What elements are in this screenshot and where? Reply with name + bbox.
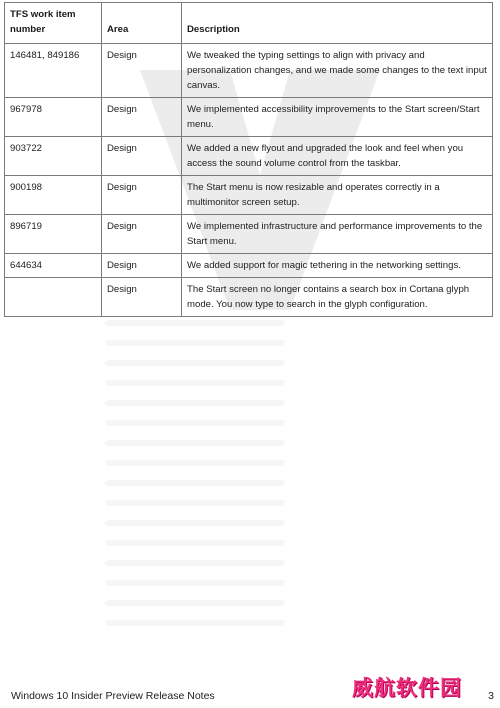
table-row (5, 44, 493, 98)
cell-description: The Start screen no longer contains a search box in Cortana glyph mode. You now type to search in the glyph configuration. (182, 278, 493, 317)
header-description: Description (182, 3, 493, 44)
footer-page-number: 3 (488, 690, 494, 702)
table-row (5, 176, 493, 215)
table-row (5, 215, 493, 254)
cell-tfs-number: 900198 (5, 176, 102, 215)
cell-area: Design (102, 278, 182, 317)
site-watermark-stamp: 威航软件园 (352, 675, 462, 700)
cell-tfs-number: 644634 (5, 254, 102, 278)
footer-document-title: Windows 10 Insider Preview Release Notes (11, 690, 215, 702)
cell-description: We added support for magic tethering in the networking settings. (182, 254, 493, 278)
cell-area: Design (102, 176, 182, 215)
cell-description: We tweaked the typing settings to align with privacy and personalization changes, and we made some changes to the text input canvas. (182, 44, 493, 98)
cell-tfs-number: 967978 (5, 98, 102, 137)
header-tfs-number: TFS work item number (5, 3, 102, 44)
bleed-through-text (0, 320, 500, 660)
cell-tfs-number: 896719 (5, 215, 102, 254)
cell-area: Design (102, 254, 182, 278)
table-row (5, 98, 493, 137)
table-row (5, 278, 493, 317)
table-row (5, 254, 493, 278)
cell-tfs-number (5, 278, 102, 317)
cell-area: Design (102, 44, 182, 98)
cell-description: We implemented accessibility improvements to the Start screen/Start menu. (182, 98, 493, 137)
release-notes-table (4, 2, 493, 317)
cell-tfs-number: 146481, 849186 (5, 44, 102, 98)
header-area: Area (102, 3, 182, 44)
cell-description: We implemented infrastructure and performance improvements to the Start menu. (182, 215, 493, 254)
cell-area: Design (102, 98, 182, 137)
table-header-row (5, 3, 493, 44)
cell-tfs-number: 903722 (5, 137, 102, 176)
cell-description: We added a new flyout and upgraded the look and feel when you access the sound volume control from the taskbar. (182, 137, 493, 176)
cell-description: The Start menu is now resizable and operates correctly in a multimonitor screen setup. (182, 176, 493, 215)
cell-area: Design (102, 137, 182, 176)
table-row (5, 137, 493, 176)
cell-area: Design (102, 215, 182, 254)
